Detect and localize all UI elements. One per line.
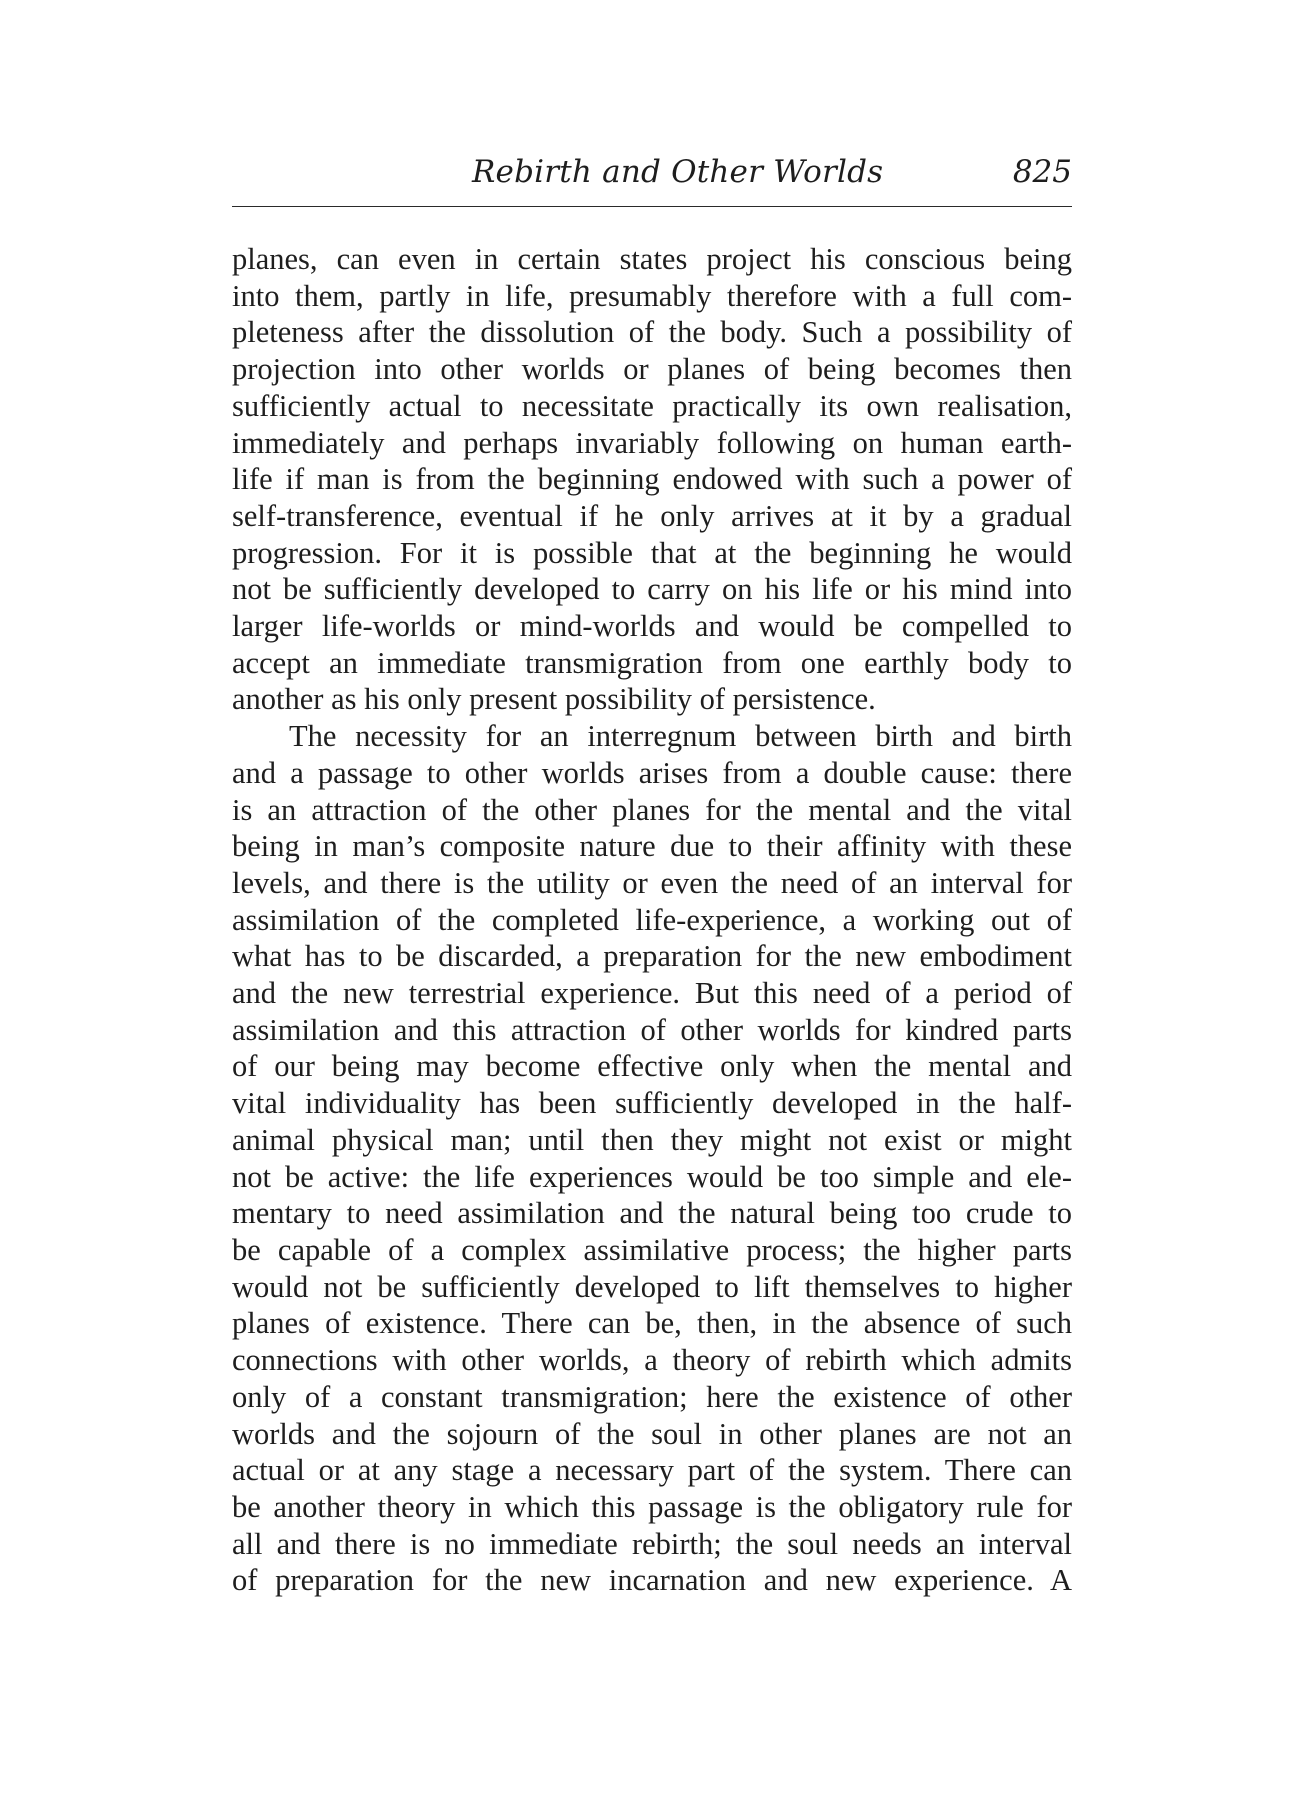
text-line: The necessity for an interregnum between birth and birth: [289, 719, 1072, 754]
running-title: Rebirth and Other Worlds: [472, 154, 884, 190]
text-line: be another theory in which this passage is the obligatory rule for: [232, 1489, 1072, 1524]
text-line: is an attraction of the other planes for the mental and the vital: [232, 792, 1072, 827]
text-line: pleteness after the dissolution of the body. Such a possibility of: [232, 315, 1072, 350]
text-line: worlds and the sojourn of the soul in other planes are not an: [232, 1416, 1072, 1451]
text-line: animal physical man; until then they might not exist or might: [232, 1122, 1072, 1157]
text-line: immediately and perhaps invariably following on human earth-: [232, 425, 1072, 460]
text-line: life if man is from the beginning endowed with such a power of: [232, 462, 1072, 497]
text-line: planes, can even in certain states project his conscious being: [232, 242, 1072, 276]
text-line: of our being may become effective only when the mental and: [232, 1049, 1072, 1084]
body-text: [232, 241, 1072, 1599]
text-line: and a passage to other worlds arises from a double cause: there: [232, 755, 1072, 790]
text-line: not be active: the life experiences would be too simple and ele-: [232, 1159, 1072, 1194]
text-line: only of a constant transmigration; here the existence of other: [232, 1379, 1072, 1414]
text-line: and the new terrestrial experience. But this need of a period of: [232, 976, 1072, 1011]
text-line: actual or at any stage a necessary part of the system. There can: [232, 1453, 1072, 1488]
text-line: be capable of a complex assimilative process; the higher parts: [232, 1232, 1072, 1267]
text-line: another as his only present possibility of persistence.: [232, 682, 876, 717]
text-line: larger life-worlds or mind-worlds and would be compelled to: [232, 609, 1072, 644]
text-line: projection into other worlds or planes of being becomes then: [232, 352, 1072, 387]
text-line: being in man’s composite nature due to their affinity with these: [232, 829, 1072, 864]
text-line: assimilation and this attraction of other worlds for kindred parts: [232, 1012, 1072, 1047]
text-line: what has to be discarded, a preparation for the new embodiment: [232, 939, 1072, 974]
text-line: mentary to need assimilation and the natural being too crude to: [232, 1196, 1072, 1231]
page-header: [232, 150, 1072, 207]
text-line: of preparation for the new incarnation and new experience. A: [232, 1563, 1072, 1598]
text-line: accept an immediate transmigration from one earthly body to: [232, 645, 1072, 680]
text-line: sufficiently actual to necessitate practically its own realisation,: [232, 388, 1072, 423]
text-line: planes of existence. There can be, then, in the absence of such: [232, 1306, 1072, 1341]
text-line: would not be sufficiently developed to lift themselves to higher: [232, 1269, 1072, 1304]
text-line: into them, partly in life, presumably therefore with a full com-: [232, 278, 1072, 313]
text-line: connections with other worlds, a theory of rebirth which admits: [232, 1343, 1072, 1378]
text-line: levels, and there is the utility or even the need of an interval for: [232, 865, 1072, 900]
text-line: assimilation of the completed life-experience, a working out of: [232, 902, 1072, 937]
text-line: not be sufficiently developed to carry on his life or his mind into: [232, 572, 1072, 607]
text-line: progression. For it is possible that at the beginning he would: [232, 535, 1072, 570]
page-number: 825: [1012, 154, 1072, 190]
text-line: vital individuality has been sufficiently developed in the half-: [232, 1086, 1072, 1121]
text-line: all and there is no immediate rebirth; the soul needs an interval: [232, 1526, 1072, 1561]
text-line: self-transference, eventual if he only arrives at it by a gradual: [232, 498, 1072, 533]
